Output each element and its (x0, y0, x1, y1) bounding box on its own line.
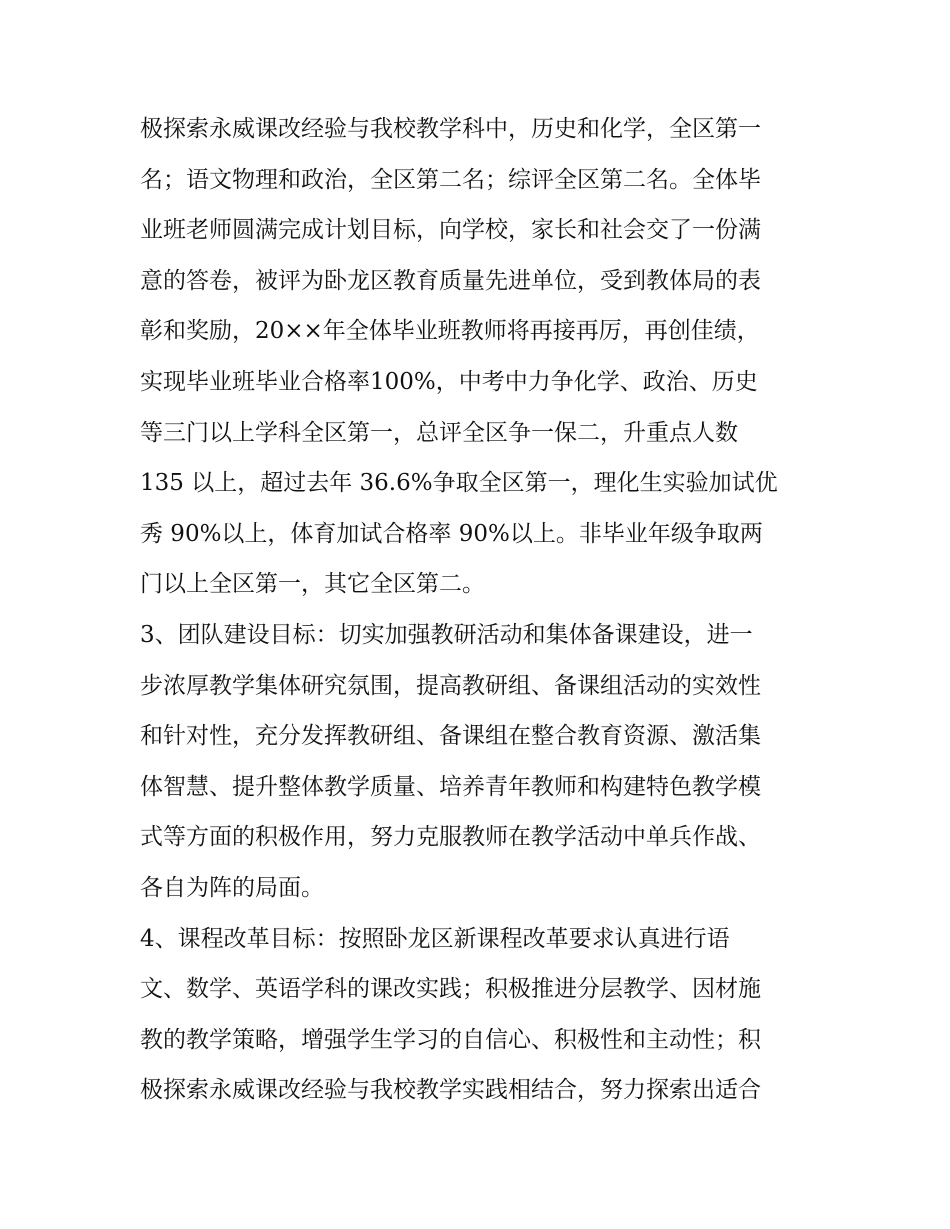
text-line: 步浓厚教学集体研究氛围，提高教研组、备课组活动的实效性 (140, 672, 761, 699)
text-line: 极探索永威课改经验与我校教学科中，历史和化学，全区第一 (140, 116, 761, 142)
text-line: 彰和奖励，20××年全体毕业班教师将再接再厉，再创佳绩， (140, 318, 760, 345)
text-line: 135 以上，超过去年 36.6%争取全区第一，理化生实验加试优 (140, 470, 778, 497)
text-line: 秀 90%以上，体育加试合格率 90%以上。非毕业年级争取两 (140, 520, 763, 547)
text-line: 4、课程改革目标：按照卧龙区新课程改革要求认真进行语 (140, 925, 730, 952)
text-line: 各自为阵的局面。 (140, 874, 324, 901)
text-line: 门以上全区第一，其它全区第二。 (140, 571, 485, 598)
text-line: 和针对性，充分发挥教研组、备课组在整合教育资源、激活集 (140, 723, 761, 750)
text-line: 业班老师圆满完成计划目标，向学校，家长和社会交了一份满 (140, 217, 761, 244)
text-line: 意的答卷，被评为卧龙区教育质量先进单位，受到教体局的表 (140, 267, 761, 294)
document-body (140, 104, 820, 1116)
text-line: 3、团队建设目标：切实加强教研活动和集体备课建设，进一 (140, 621, 753, 648)
text-line: 实现毕业班毕业合格率100%，中考中力争化学、政治、历史 (140, 368, 758, 395)
text-line: 名；语文物理和政治，全区第二名；综评全区第二名。全体毕 (140, 166, 761, 193)
text-line: 式等方面的积极作用，努力克服教师在教学活动中单兵作战、 (140, 824, 761, 851)
text-line: 教的教学策略，增强学生学习的自信心、积极性和主动性；积 (140, 1026, 761, 1053)
text-line: 体智慧、提升整体教学质量、培养青年教师和构建特色教学模 (140, 773, 761, 800)
text-line: 文、数学、英语学科的课改实践；积极推进分层教学、因材施 (140, 976, 761, 1003)
text-line: 等三门以上学科全区第一，总评全区争一保二，升重点人数 (140, 419, 738, 446)
text-line: 极探索永威课改经验与我校教学实践相结合，努力探索出适合 (140, 1077, 761, 1104)
